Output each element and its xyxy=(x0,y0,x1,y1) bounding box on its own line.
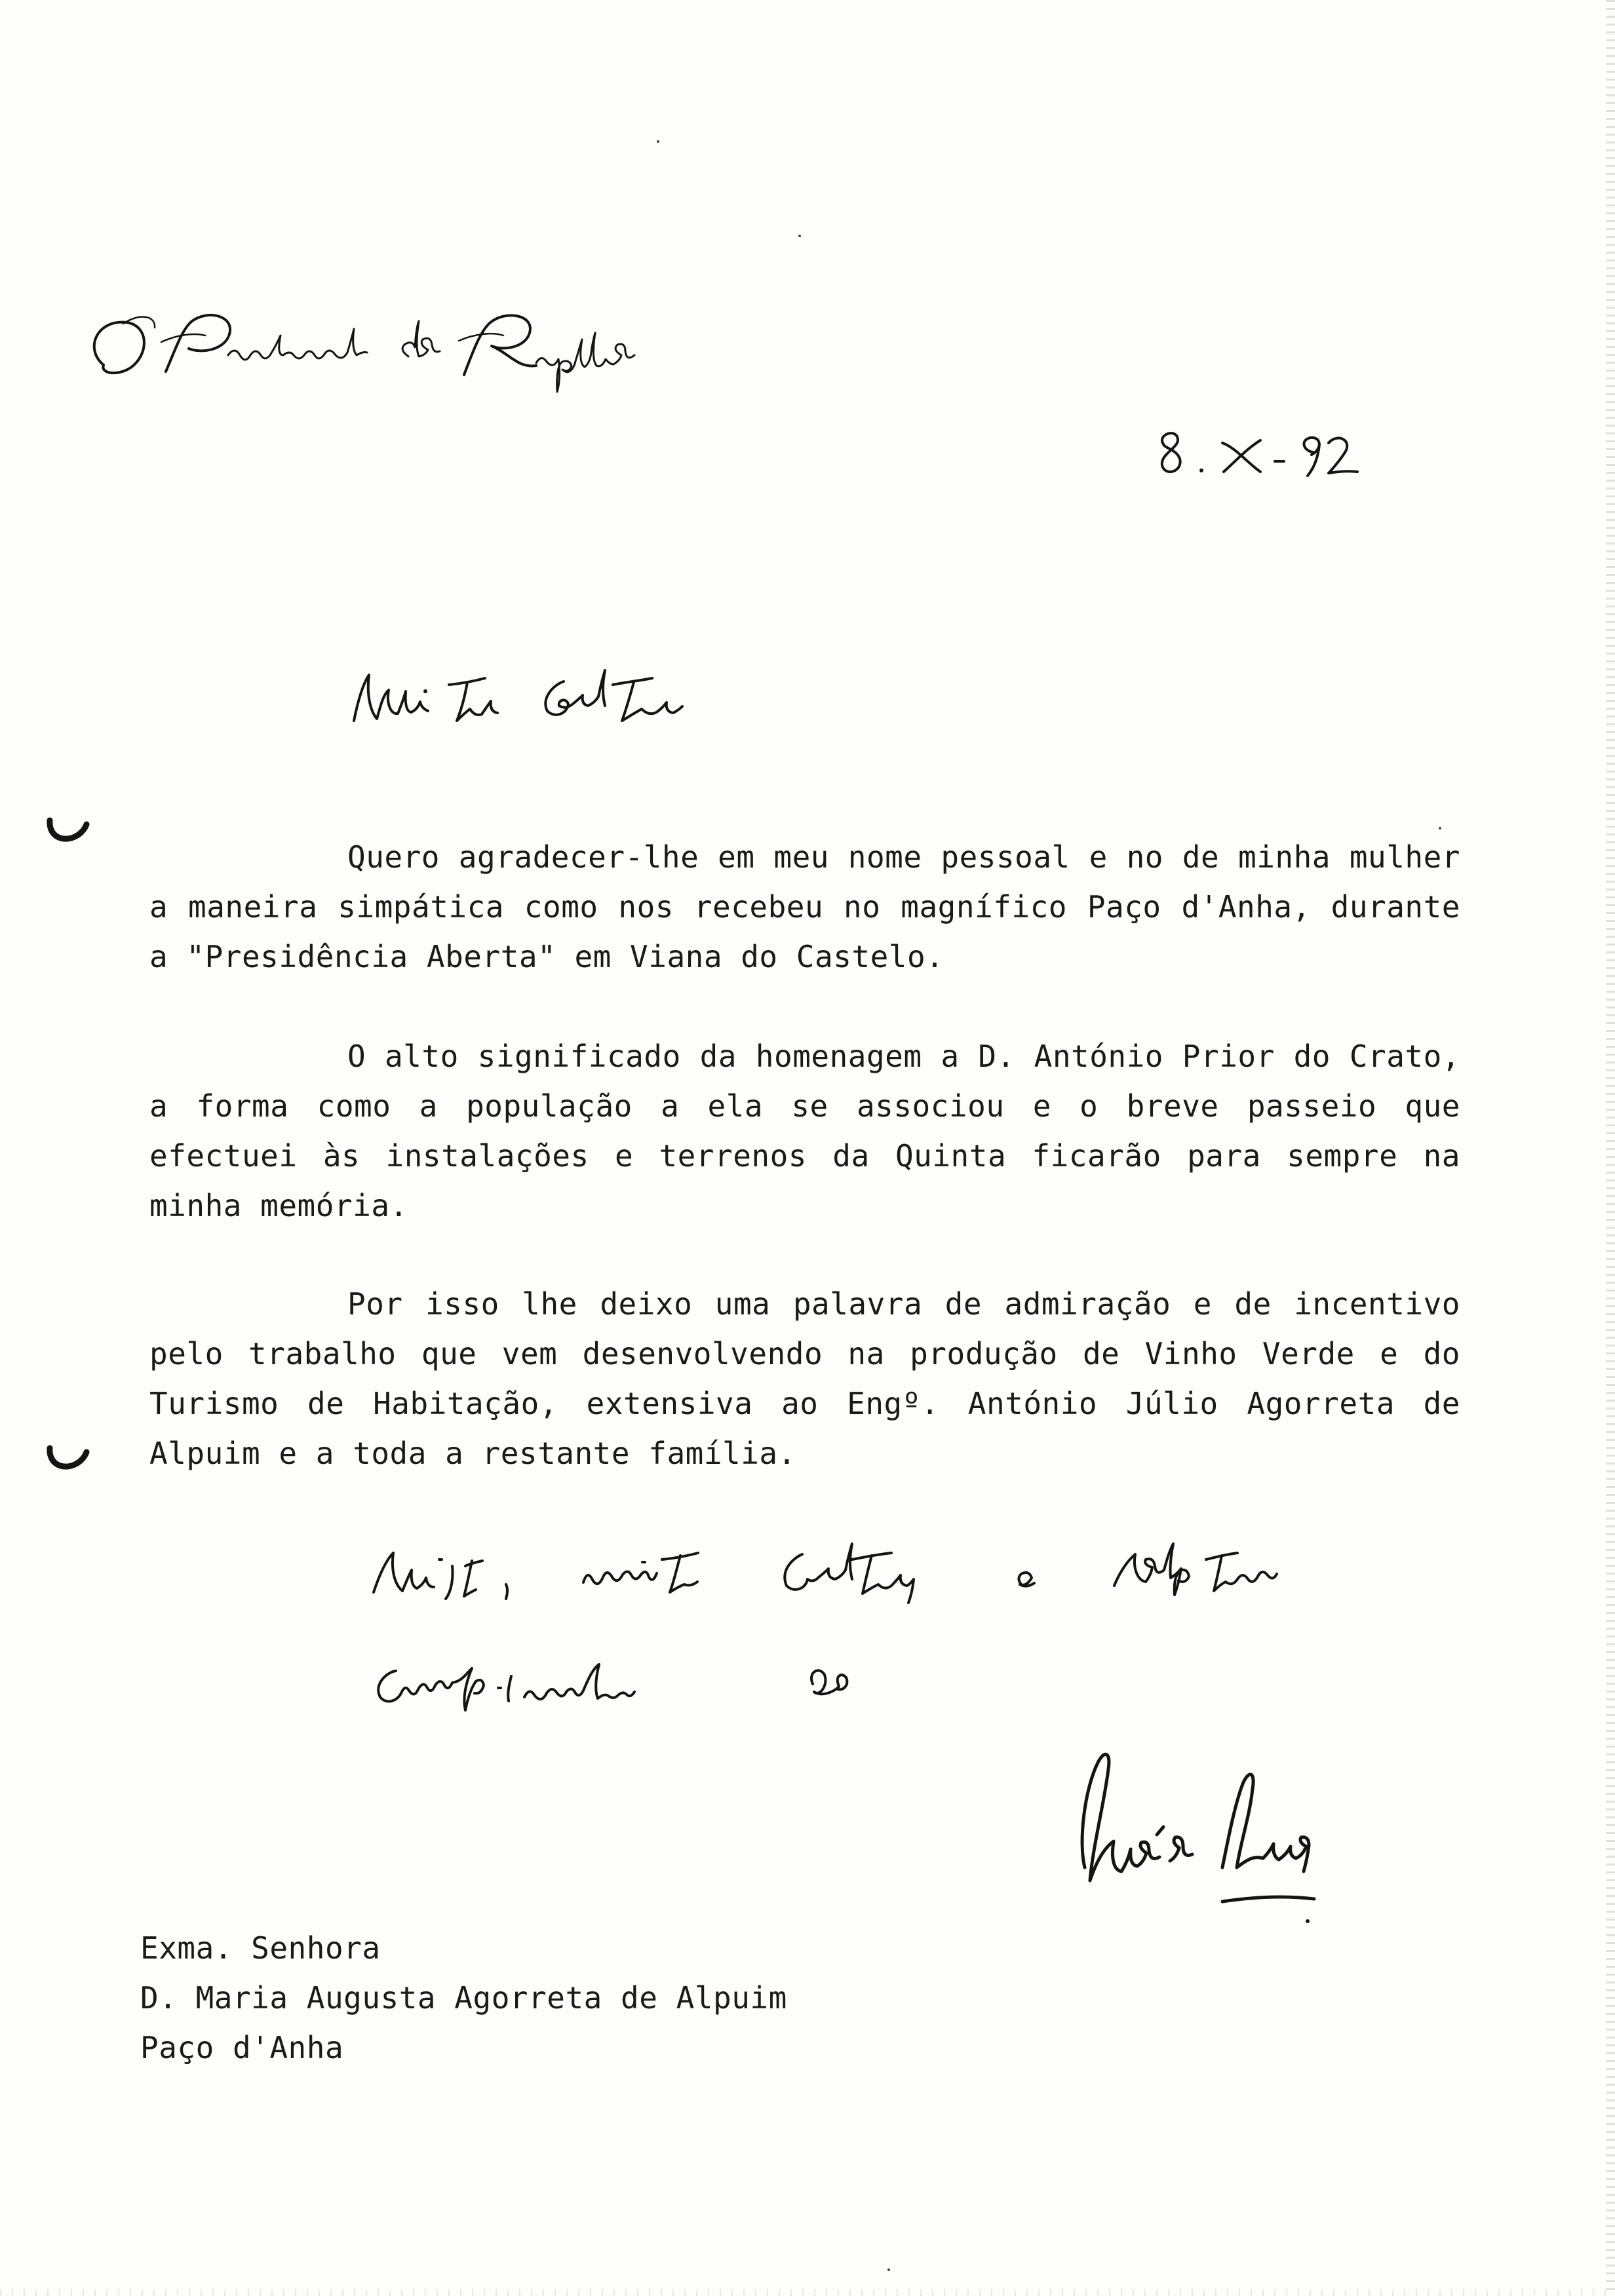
salutation-handwriting xyxy=(351,659,718,744)
letterhead-script xyxy=(77,303,667,401)
handwritten-closing xyxy=(367,1520,1390,1717)
recipient-address xyxy=(140,1923,787,2073)
scan-speck xyxy=(1439,827,1441,830)
address-line-place: Paço d'Anha xyxy=(140,2030,344,2065)
closing-handwriting xyxy=(367,1520,1390,1717)
scan-speck xyxy=(887,2268,890,2271)
scan-speck xyxy=(798,235,801,237)
address-line-salutation: Exma. Senhora xyxy=(140,1930,381,1966)
scan-speck xyxy=(657,140,659,143)
body-paragraph-1: Quero agradecer-lhe em meu nome pessoal e no de minha mulher a maneira simpática como nos recebeu no magnífico Paço d'Anha, durante a "Presidência Aberta" em Viana do Castelo. xyxy=(149,839,1460,974)
address-line-name: D. Maria Augusta Agorreta de Alpuim xyxy=(140,1980,787,2016)
signature-handwriting xyxy=(1059,1730,1340,1940)
letterhead xyxy=(77,303,667,401)
body-paragraph-3: Por isso lhe deixo uma palavra de admiração e de incentivo pelo trabalho que vem desenvolvendo na produção de Vinho Verde e do Turismo de Habitação, extensiva ao Engº. António Júlio Agorreta de Alpuim e a toda a restante família. xyxy=(149,1286,1460,1471)
signature xyxy=(1059,1730,1340,1940)
scan-edge-artifact xyxy=(1606,0,1615,2296)
scan-bottom-artifact xyxy=(0,2289,1615,2296)
margin-tick-mark xyxy=(38,806,97,852)
body-paragraph-2: O alto significado da homenagem a D. António Prior do Crato, a forma como a população a ela se associou e o breve passeio que efectuei às instalações e terrenos da Quinta ficarão para sempre na minha memória. xyxy=(149,1039,1460,1223)
date-handwriting xyxy=(1150,418,1360,484)
margin-tick-mark xyxy=(38,1434,97,1480)
handwritten-salutation xyxy=(351,659,718,744)
handwritten-date xyxy=(1150,418,1360,484)
